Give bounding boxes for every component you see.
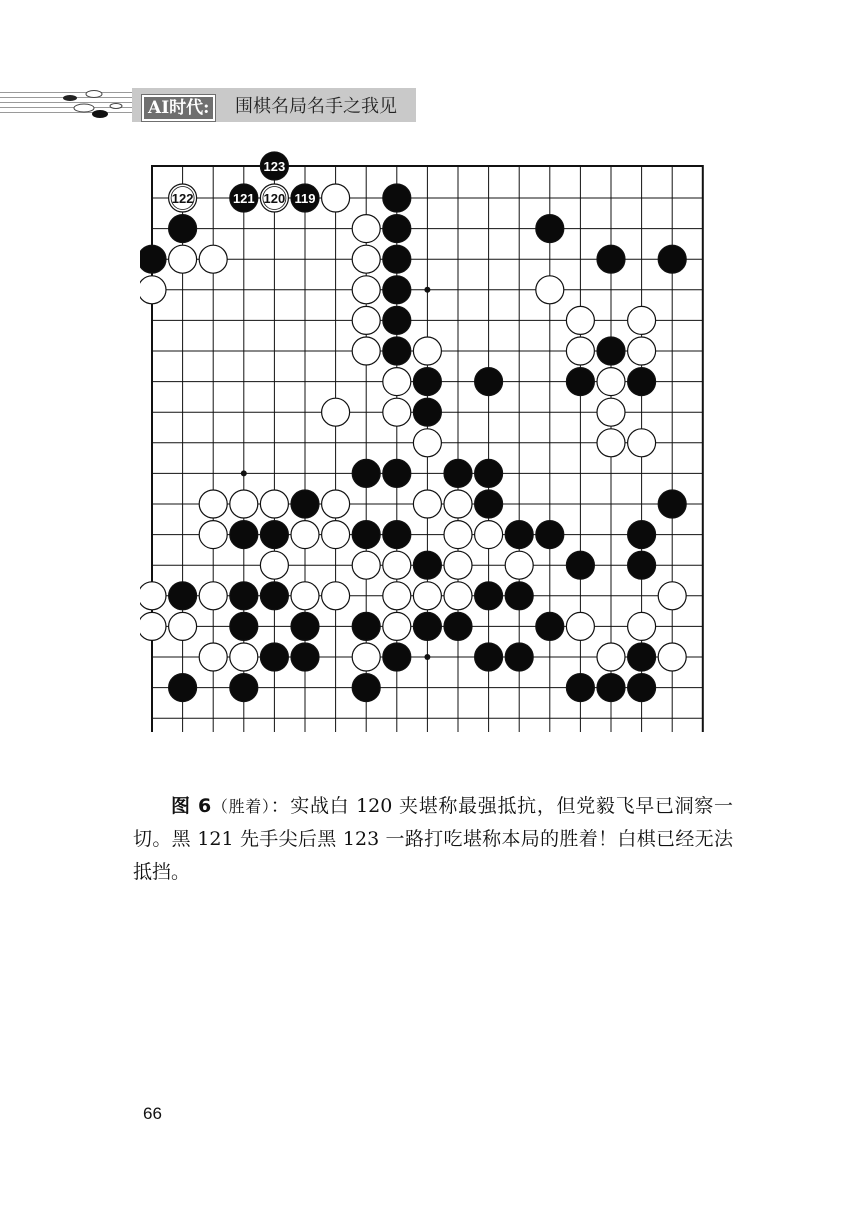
white-stone [413, 429, 441, 457]
white-stone [140, 276, 166, 304]
white-stone [383, 551, 411, 579]
black-stone [658, 490, 686, 518]
white-stone [140, 582, 166, 610]
white-stone [199, 245, 227, 273]
move-number-label: 119 [294, 191, 316, 206]
white-stone [444, 521, 472, 549]
black-stone [566, 551, 594, 579]
white-stone [199, 521, 227, 549]
white-stone [413, 490, 441, 518]
white-stone [140, 612, 166, 640]
black-stone [383, 215, 411, 243]
white-stone [566, 612, 594, 640]
white-stone [628, 337, 656, 365]
black-stone [169, 674, 197, 702]
white-stone [169, 245, 197, 273]
black-stone [383, 306, 411, 334]
go-board-diagram [140, 150, 720, 732]
black-stone [475, 368, 503, 396]
black-stone [413, 368, 441, 396]
black-stone [413, 398, 441, 426]
white-stone [413, 582, 441, 610]
black-stone [260, 582, 288, 610]
move-number-label: 120 [263, 191, 286, 206]
black-stone [628, 521, 656, 549]
black-stone [291, 490, 319, 518]
go-board [140, 150, 720, 732]
white-stone [199, 582, 227, 610]
black-stone [475, 582, 503, 610]
white-stone [597, 643, 625, 671]
black-stone [383, 276, 411, 304]
white-stone [352, 551, 380, 579]
figure-note: （胜着） [211, 797, 271, 816]
black-stone [566, 368, 594, 396]
move-number-label: 122 [171, 191, 194, 206]
book-title: 围棋名局名手之我见 [235, 96, 397, 117]
black-stone [383, 337, 411, 365]
black-stone [260, 521, 288, 549]
white-stone [291, 582, 319, 610]
white-stone [352, 306, 380, 334]
black-stone [352, 612, 380, 640]
white-stone [658, 582, 686, 610]
black-stone [169, 582, 197, 610]
black-stone [383, 245, 411, 273]
white-stone [352, 337, 380, 365]
white-stone [628, 306, 656, 334]
black-stone [628, 643, 656, 671]
white-stone [566, 306, 594, 334]
black-stone [260, 643, 288, 671]
black-stone [169, 215, 197, 243]
black-stone [230, 582, 258, 610]
white-stone [352, 643, 380, 671]
star-point [424, 287, 430, 293]
white-stone [444, 490, 472, 518]
black-stone [444, 612, 472, 640]
white-stone [199, 643, 227, 671]
black-stone [536, 612, 564, 640]
white-stone [444, 582, 472, 610]
white-stone [322, 490, 350, 518]
black-stone [383, 459, 411, 487]
black-stone [628, 674, 656, 702]
white-stone [383, 582, 411, 610]
white-stone [291, 521, 319, 549]
white-stone [260, 551, 288, 579]
black-stone [140, 245, 166, 273]
white-stone [352, 215, 380, 243]
black-stone [352, 521, 380, 549]
white-stone [597, 368, 625, 396]
black-stone [444, 459, 472, 487]
white-stone [230, 643, 258, 671]
black-stone [536, 215, 564, 243]
figure-caption [133, 790, 733, 889]
black-stone [352, 459, 380, 487]
black-stone [597, 674, 625, 702]
black-stone [413, 612, 441, 640]
white-stone [322, 398, 350, 426]
caption-text: ：实战白 120 夹堪称最强抵抗，但党毅飞早已洞察一切。黑 121 先手尖后黑 123 一路打吃堪称本局的胜着！白棋已经无法抵挡。 [133, 795, 733, 883]
white-stone [199, 490, 227, 518]
black-stone [658, 245, 686, 273]
running-header [0, 78, 856, 128]
white-stone [169, 612, 197, 640]
black-stone [383, 184, 411, 212]
page-number: 66 [143, 1104, 162, 1123]
white-stone [597, 398, 625, 426]
black-stone [536, 521, 564, 549]
white-stone [628, 612, 656, 640]
black-stone [291, 643, 319, 671]
white-stone [566, 337, 594, 365]
star-point [241, 470, 247, 476]
black-stone [505, 582, 533, 610]
book-series-tag: AI时代: [142, 95, 215, 121]
black-stone [383, 643, 411, 671]
white-stone [230, 490, 258, 518]
black-stone [291, 612, 319, 640]
black-stone [230, 521, 258, 549]
black-stone [230, 612, 258, 640]
white-stone [322, 521, 350, 549]
white-stone [352, 276, 380, 304]
white-stone [505, 551, 533, 579]
white-stone [383, 398, 411, 426]
white-stone [658, 643, 686, 671]
white-stone [628, 429, 656, 457]
black-stone [597, 245, 625, 273]
black-stone [628, 551, 656, 579]
white-stone [475, 521, 503, 549]
black-stone [383, 521, 411, 549]
black-stone [475, 643, 503, 671]
black-stone [505, 643, 533, 671]
figure-label: 图 6 [171, 795, 212, 817]
white-stone [260, 490, 288, 518]
black-stone [505, 521, 533, 549]
white-stone [322, 184, 350, 212]
black-stone [628, 368, 656, 396]
white-stone [536, 276, 564, 304]
white-stone [352, 245, 380, 273]
white-stone [597, 429, 625, 457]
black-stone [413, 551, 441, 579]
star-point [424, 654, 430, 660]
white-stone [322, 582, 350, 610]
black-stone [475, 459, 503, 487]
black-stone [475, 490, 503, 518]
white-stone [444, 551, 472, 579]
white-stone [383, 368, 411, 396]
black-stone [352, 674, 380, 702]
black-stone [597, 337, 625, 365]
white-stone [383, 612, 411, 640]
white-stone [413, 337, 441, 365]
move-number-label: 121 [232, 191, 255, 206]
move-number-label: 123 [263, 159, 286, 174]
black-stone [230, 674, 258, 702]
black-stone [566, 674, 594, 702]
